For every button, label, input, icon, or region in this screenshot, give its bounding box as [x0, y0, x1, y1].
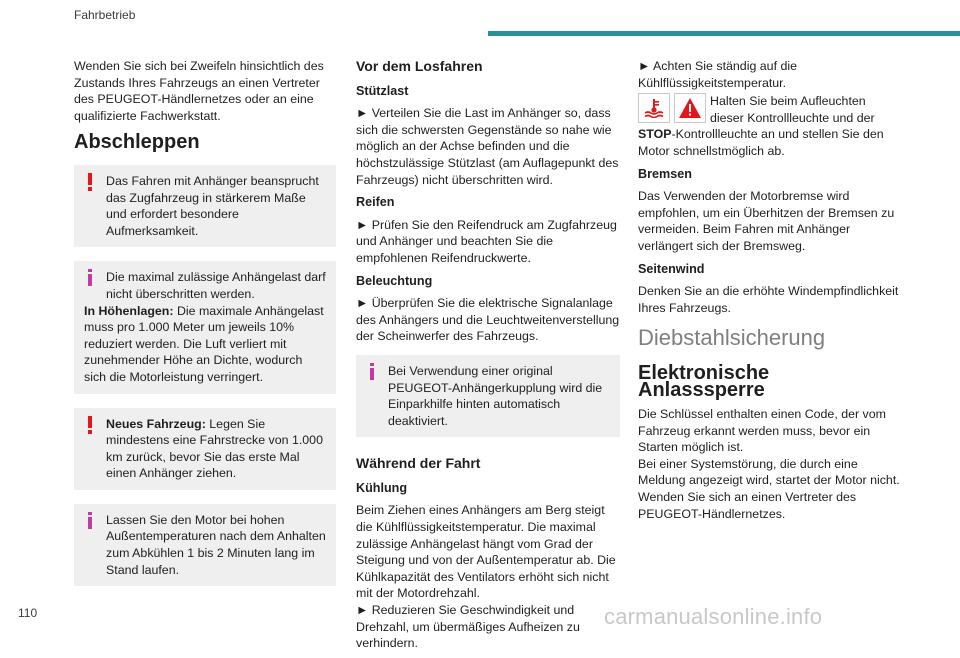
- paragraph-kuehlung-action: ► Reduzieren Sie Geschwindigkeit und Drehzahl, um übermäßiges Aufheizen zu verhindern.: [356, 603, 580, 651]
- paragraph-beleuchtung: ► Überprüfen Sie die elektrische Signalanlage des Anhängers und die Leuchtweitenverstellung der Scheinwerfer des Fahrzeugs.: [356, 296, 620, 344]
- coolant-temperature-icon: [638, 93, 670, 123]
- subheading-bremsen: Bremsen: [638, 166, 692, 181]
- paragraph-seitenwind: Denken Sie an die erhöhte Windempfindlichkeit Ihres Fahrzeugs.: [638, 284, 899, 315]
- paragraph-bremsen: Das Verwenden der Motorbremse wird empfohlen, um ein Überhitzen der Bremsen zu vermeiden. Beim Fahren mit Anhänger verlängert sich der Bremsweg.: [638, 189, 895, 253]
- stop-text-b: -Kontrollleuchte an und stellen Sie den Motor schnellstmöglich ab.: [638, 127, 884, 158]
- info-detail-label: In Höhenlagen:: [84, 303, 174, 318]
- warning-triangle-icon: [674, 93, 706, 123]
- paragraph-anlass-2: Bei einer Systemstörung, die durch eine Meldung angezeigt wird, startet der Motor nicht.: [638, 456, 900, 488]
- subheading-kuehlung: Kühlung: [356, 480, 408, 495]
- column-1: [74, 58, 336, 600]
- info-detail: [84, 303, 326, 386]
- header-accent-bar: [488, 31, 960, 36]
- column-2: [356, 58, 620, 658]
- warning-icon: [84, 416, 106, 482]
- paragraph-anlass-3: Wenden Sie sich an einen Vertreter des PEUGEOT-Händlernetzes.: [638, 490, 857, 521]
- subheading-seitenwind: Seitenwind: [638, 261, 705, 276]
- info-box-1: [74, 261, 336, 393]
- intro-paragraph: Wenden Sie sich bei Zweifeln hinsichtlich des Zustands Ihres Fahrzeugs an einen Vertreter des PEUGEOT-Händlernetzes oder an eine qualifizierte Fachwerkstatt.: [74, 59, 324, 123]
- warning-box-1: [74, 165, 336, 247]
- info-text: Die maximal zulässige Anhängelast darf nicht überschritten werden.: [106, 270, 326, 301]
- stop-text-a: Halten Sie beim Aufleuchten dieser Kontrollleuchte und der: [710, 94, 875, 125]
- heading-vor-dem-losfahren: Vor dem Losfahren: [356, 58, 483, 74]
- warning-text: [106, 416, 326, 482]
- info-text: Lassen Sie den Motor bei hohen Außentemperaturen nach dem Anhalten zum Abkühlen 1 bis 2 Minuten lang im Stand laufen.: [106, 512, 326, 577]
- heading-diebstahlsicherung: Diebstahlsicherung: [638, 325, 826, 351]
- subheading-stuetzlast: Stützlast: [356, 83, 409, 98]
- info-icon: [84, 269, 106, 302]
- paragraph-anlass-1: Die Schlüssel enthalten einen Code, der vom Fahrzeug erkannt werden muss, bevor ein Starten möglich ist.: [638, 407, 886, 455]
- watermark: carmanualsonline.info: [604, 604, 823, 629]
- paragraph-reifen: ► Prüfen Sie den Reifendruck am Zugfahrzeug und Anhänger und beachten Sie die empfohlenen Reifendruckwerte.: [356, 217, 617, 265]
- section-header: Fahrbetrieb: [74, 8, 136, 22]
- heading-abschleppen: Abschleppen: [74, 131, 200, 154]
- info-box-3: [356, 355, 620, 437]
- warning-lamps: [638, 93, 706, 123]
- info-text: Bei Verwendung einer original PEUGEOT-Anhängerkupplung wird die Einparkhilfe hinten automatisch deaktiviert.: [388, 363, 603, 428]
- info-icon: [84, 512, 106, 578]
- info-detail-text: Die maximale Anhängelast muss pro 1.000 Meter um jeweils 10% reduziert werden. Die Luft verliert mit zunehmender Höhe an Dichte, wodurch sich die Motorleistung verringert.: [84, 303, 324, 384]
- stop-instruction: [638, 93, 900, 159]
- warning-label: Neues Fahrzeug:: [106, 416, 206, 431]
- stop-label: STOP: [638, 127, 672, 142]
- page-number: 110: [18, 606, 38, 620]
- warning-detail: Legen Sie mindestens eine Fahrstrecke von 1.000 km zurück, bevor Sie das erste Mal einen Anhänger ziehen.: [106, 416, 323, 481]
- paragraph-kuehlung: Beim Ziehen eines Anhängers am Berg steigt die Kühlflüssigkeitstemperatur. Die maximal zulässige Anhängelast hängt vom Grad der Steigung und von der Außentemperatur ab. Die Kühlkapazität des Ventilators erhöht sich nicht mit der Motordrehzahl.: [356, 503, 616, 601]
- heading-elektronische-anlasssperre: Elektronische Anlasssperre: [638, 361, 770, 401]
- heading-waehrend-der-fahrt: Während der Fahrt: [356, 455, 481, 472]
- warning-icon: [84, 173, 106, 239]
- warning-box-2: [74, 408, 336, 490]
- paragraph-stuetzlast: ► Verteilen Sie die Last im Anhänger so, dass sich die schwersten Gegenstände so nahe wie möglich an der Achse befinden und die höchstzulässige Stützlast (am Auflagepunkt des Fahrzeugs) nicht überschritten wird.: [356, 106, 619, 187]
- subheading-reifen: Reifen: [356, 195, 395, 210]
- subheading-beleuchtung: Beleuchtung: [356, 273, 433, 288]
- info-box-2: [74, 504, 336, 586]
- info-icon: [366, 363, 388, 429]
- column-3: [638, 58, 900, 528]
- warning-text: Das Fahren mit Anhänger beansprucht das Zugfahrzeug in stärkerem Maße und erfordert besondere Aufmerksamkeit.: [106, 173, 319, 238]
- paragraph-kuehl-watch: ► Achten Sie ständig auf die Kühlflüssigkeitstemperatur.: [638, 59, 797, 90]
